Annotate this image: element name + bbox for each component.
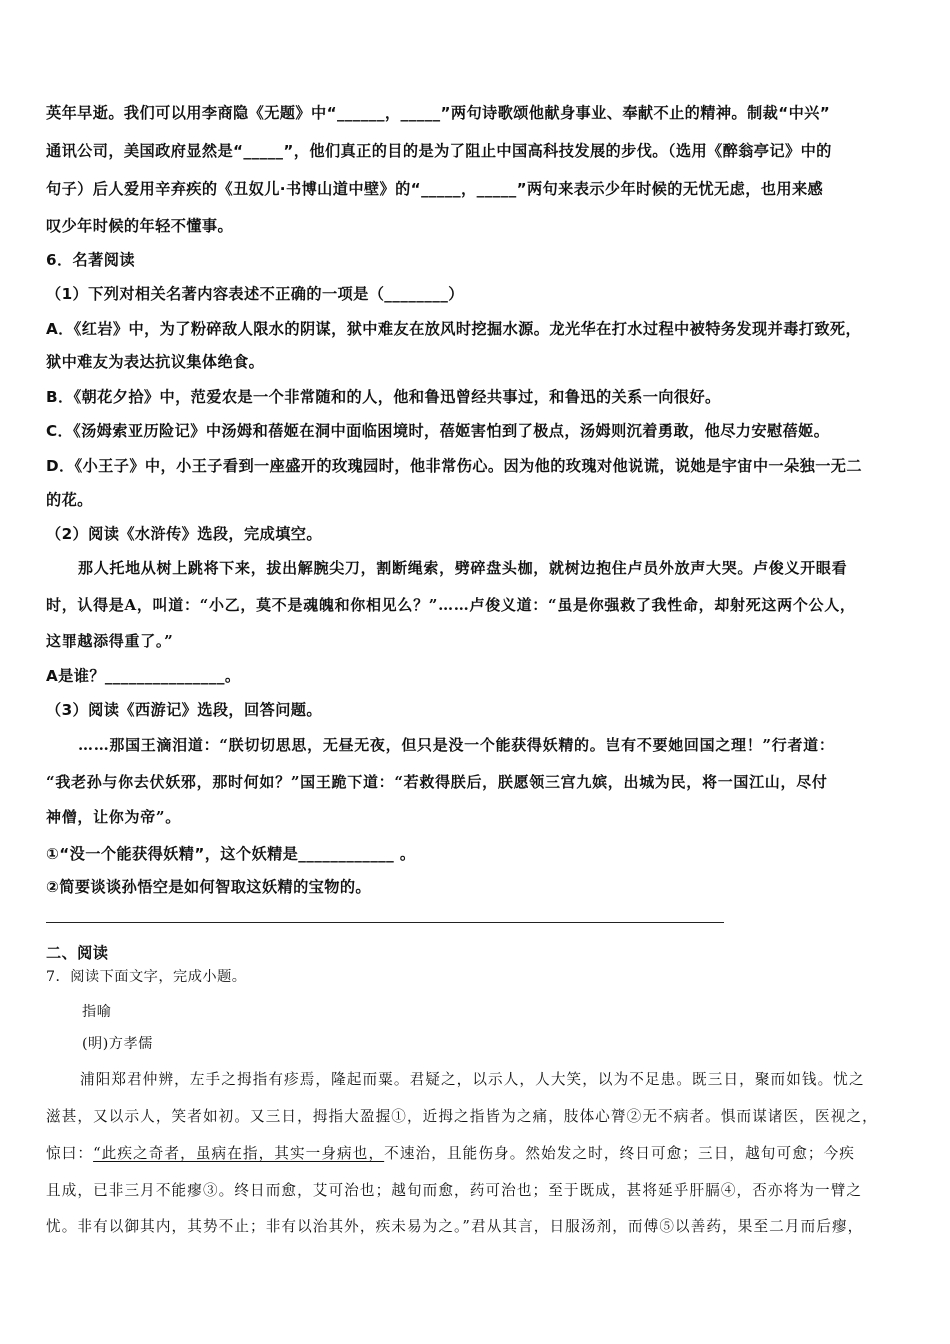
q6-option-b: B．《朝花夕拾》中，范爱农是一个非常随和的人，他和鲁迅曾经共事过，和鲁迅的关系一向很好。: [46, 388, 721, 406]
q6-option-a-line-2: 狱中难友为表达抗议集体绝食。: [46, 353, 265, 371]
q7-stem: 7．阅读下面文字，完成小题。: [46, 969, 247, 985]
q5-text-line-2: 通讯公司，美国政府显然是“_____”，他们真正的目的是为了阻止中国高科技发展的步伐。（选用《醉翁亭记》中的: [46, 142, 832, 160]
q6-part3-question-1: ①“没一个能获得妖精”，这个妖精是____________ 。: [46, 845, 416, 863]
q6-part1-stem: （1）下列对相关名著内容表述不正确的一项是（________）: [46, 285, 464, 303]
q5-text-line-3: 句子）后人爱用辛弃疾的《丑奴儿·书博山道中壁》的“_____，_____”两句来表示少年时候的无忧无虑，也用来感: [46, 180, 824, 198]
q6-part3-stem: （3）阅读《西游记》选段，回答问题。: [46, 701, 322, 719]
xiyou-excerpt-line-1: ……那国王滴泪道：“朕切切思思，无昼无夜，但只是没一个能获得妖精的。岂有不要她回国之理！”行者道：: [78, 736, 835, 754]
q6-part2-stem: （2）阅读《水浒传》选段，完成填空。: [46, 525, 322, 543]
essay-author: (明)方孝儒: [82, 1036, 153, 1052]
answer-rule-line: [46, 922, 724, 923]
essay-title: 指喻: [82, 1004, 112, 1020]
section-heading-reading: 二、阅读: [46, 944, 109, 962]
q6-option-a-line-1: A．《红岩》中，为了粉碎敌人限水的阴谋，狱中难友在放风时挖掘水源。龙光华在打水过程中被特务发现并毒打致死，: [46, 320, 862, 338]
shuihu-excerpt-line-2: 时，认得是A，叫道：“小乙，莫不是魂魄和你相见么？”……卢俊义道：“虽是你强救了我性命，却射死这两个公人，: [46, 596, 856, 614]
essay-quote-rest: 不速治，且能伤身。然始发之时，终日可愈；三日，越旬可愈；今疾: [384, 1145, 855, 1162]
shuihu-excerpt-line-3: 这罪越添得重了。”: [46, 632, 174, 650]
q6-option-d-line-2: 的花。: [46, 491, 93, 509]
q6-option-d-line-1: D．《小王子》中，小王子看到一座盛开的玫瑰园时，他非常伤心。因为他的玫瑰对他说谎，说她是宇宙中一朵独一无二: [46, 457, 862, 475]
q5-text-line-1: 英年早逝。我们可以用李商隐《无题》中“______，_____”两句诗歌颂他献身事业、奉献不止的精神。制裁“中兴”: [46, 104, 831, 122]
shuihu-excerpt-line-1: 那人托地从树上跳将下来，拔出解腕尖刀，割断绳索，劈碎盘头枷，就树边抱住卢员外放声大哭。卢俊义开眼看: [78, 559, 848, 577]
essay-paragraph-line-5: 忧。非有以御其内，其势不止；非有以治其外，疾未易为之。”君从其言，日服汤剂，而傅⑤以善药，果至二月而后瘳，: [46, 1218, 864, 1235]
q6-option-c: C．《汤姆索亚历险记》中汤姆和蓓姬在洞中面临困境时，蓓姬害怕到了极点，汤姆则沉着勇敢，他尽力安慰蓓姬。: [46, 422, 830, 440]
essay-quote-prefix: 惊曰：: [46, 1145, 94, 1162]
q6-title: 6．名著阅读: [46, 251, 135, 269]
essay-underlined-sentence: “此疾之奇者，虽病在指，其实一身病也，: [93, 1145, 385, 1162]
essay-paragraph-line-2: 滋甚，又以示人，笑者如初。又三日，拇指大盈握①，近拇之指皆为之痛，肢体心膂②无不病者。惧而谋诸医，医视之，: [46, 1108, 878, 1125]
essay-paragraph-line-1: 浦阳郑君仲辨，左手之拇指有疹焉，隆起而粟。君疑之，以示人，人大笑，以为不足患。既三日，聚而如钱。忧之: [80, 1071, 865, 1088]
essay-paragraph-line-3: [46, 1142, 855, 1163]
essay-paragraph-line-4: 且成，已非三月不能瘳③。终日而愈，艾可治也；越旬而愈，药可治也；至于既成，甚将延乎肝膈④，否亦将为一臂之: [46, 1182, 863, 1199]
q5-text-line-4: 叹少年时候的年轻不懂事。: [46, 217, 234, 235]
q6-part3-question-2: ②简要谈谈孙悟空是如何智取这妖精的宝物的。: [46, 878, 372, 896]
xiyou-excerpt-line-3: 神僧，让你为帝”。: [46, 808, 181, 826]
xiyou-excerpt-line-2: “我老孙与你去伏妖邪，那时何如？”国王跪下道：“若救得朕后，朕愿领三宫九嫔，出城为民，将一国江山，尽付: [46, 773, 828, 791]
q6-part2-question: A是谁？_______________。: [46, 667, 241, 685]
